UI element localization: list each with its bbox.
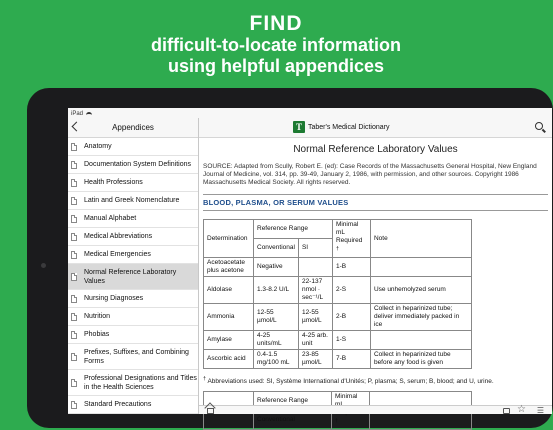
- cell-conventional: 0.4-1.5 mg/100 mL: [254, 350, 299, 369]
- list-icon[interactable]: ☰: [536, 406, 544, 415]
- page-title: Normal Reference Laboratory Values: [293, 144, 458, 155]
- sidebar-item-label: Anatomy: [84, 143, 112, 150]
- lab-values-table: [203, 219, 472, 369]
- promo-subtitle: [0, 35, 552, 77]
- document-icon: [71, 233, 77, 241]
- sidebar-item-latin-greek[interactable]: [68, 192, 198, 210]
- document-icon: [71, 273, 77, 281]
- cell-conventional: 4-25 units/mL: [254, 331, 299, 350]
- sidebar-item-label: Nutrition: [84, 313, 111, 320]
- sidebar-item-prefixes[interactable]: [68, 344, 198, 370]
- header-determination: Determination: [204, 220, 254, 258]
- cell-note: Collect in heparinized tube before any food is given: [370, 350, 471, 369]
- cell-determination: Aldolase: [204, 277, 254, 304]
- sidebar-item-anatomy[interactable]: [68, 138, 198, 156]
- cell-si: 12-55 µmol/L: [298, 304, 332, 331]
- cell-si: 23-85 µmol/L: [298, 350, 332, 369]
- cell-note: [370, 258, 471, 277]
- sidebar-item-lab-values[interactable]: [68, 264, 198, 290]
- appendices-sidebar: [68, 118, 199, 414]
- tablet-screen: [68, 108, 552, 425]
- source-text: SOURCE: Adapted from Scully, Robert E. (ed): Case Records of the Massachusetts General Hospital, New England Journal of Medicine, vol. 314, pp. 39-49, January 2, 1986, with permission, and other sources. Copyright 1986 Massachusetts Medical Society. All rights reserved.: [203, 163, 537, 186]
- cell-minimal: 2-S: [332, 277, 370, 304]
- sidebar-item-designations[interactable]: [68, 370, 198, 396]
- sidebar-item-phobias[interactable]: [68, 326, 198, 344]
- footnote: † Abbreviations used: SI, Système International d'Unités; P, plasma; S, serum; B, blood; and U, urine.: [203, 376, 494, 386]
- sidebar-item-nutrition[interactable]: [68, 308, 198, 326]
- sidebar-item-label: Prefixes, Suffixes, and Combining Forms: [84, 348, 189, 365]
- header-reference-range: Reference Range: [254, 392, 332, 411]
- sidebar-item-label: Manual Alphabet: [84, 215, 137, 222]
- sidebar-item-label: Professional Designations and Titles in the Health Sciences: [84, 374, 197, 391]
- sidebar-item-label: Documentation System Definitions: [84, 161, 191, 168]
- header-minimal: Minimal mL Required †: [332, 220, 370, 258]
- header-conventional: Conventional: [254, 239, 299, 258]
- sidebar-item-label: Medical Emergencies: [84, 251, 151, 258]
- sidebar-item-health-professions[interactable]: [68, 174, 198, 192]
- sidebar-title: Appendices: [112, 123, 154, 132]
- header-conventional: Conventional: [254, 411, 332, 430]
- document-icon: [71, 179, 77, 187]
- camera-dot: [41, 263, 46, 268]
- table-row: [204, 331, 472, 350]
- sidebar-header: [68, 118, 198, 138]
- promo-title: FIND: [249, 12, 303, 35]
- cell-conventional: 1.3-8.2 U/L: [254, 277, 299, 304]
- sidebar-item-standard-precautions[interactable]: [68, 396, 198, 414]
- sidebar-item-documentation[interactable]: [68, 156, 198, 174]
- tag-icon[interactable]: [503, 408, 510, 414]
- status-bar: [68, 108, 552, 118]
- cell-note: [370, 331, 471, 350]
- document-icon: [71, 197, 77, 205]
- document-icon: [71, 401, 77, 409]
- cell-conventional: Negative: [254, 258, 299, 277]
- tabers-logo-icon: T: [293, 121, 305, 133]
- sidebar-item-medical-abbreviations[interactable]: [68, 228, 198, 246]
- cell-minimal: 7-B: [332, 350, 370, 369]
- cell-determination: Acetoacetate plus acetone: [204, 258, 254, 277]
- search-icon[interactable]: [535, 122, 543, 130]
- cell-minimal: 2-B: [332, 304, 370, 331]
- app-title: [293, 121, 389, 133]
- sidebar-item-label: Latin and Greek Nomenclature: [84, 197, 180, 204]
- content-pane: [199, 118, 552, 425]
- cell-note: Use unhemolyzed serum: [370, 277, 471, 304]
- device-label: iPad: [71, 111, 84, 117]
- header-note: Note: [370, 220, 471, 258]
- cell-si: [298, 258, 332, 277]
- table-row: [204, 304, 472, 331]
- cell-determination: Ascorbic acid: [204, 350, 254, 369]
- sidebar-item-label: Nursing Diagnoses: [84, 295, 144, 302]
- document-icon: [71, 331, 77, 339]
- app-title-text: Taber's Medical Dictionary: [308, 123, 390, 131]
- appendices-list: [68, 138, 198, 414]
- bottom-toolbar: [199, 405, 552, 414]
- section-heading: BLOOD, PLASMA, OR SERUM VALUES: [203, 194, 548, 211]
- document-icon: [71, 215, 77, 223]
- sidebar-item-manual-alphabet[interactable]: [68, 210, 198, 228]
- document-icon: [71, 353, 77, 361]
- sidebar-item-label: Standard Precautions: [84, 401, 152, 408]
- document-icon: [71, 161, 77, 169]
- sidebar-item-label: Normal Reference Laboratory Values: [84, 268, 177, 285]
- table-row: [204, 258, 472, 277]
- cell-minimal: 1-S: [332, 331, 370, 350]
- cell-note: Collect in heparinized tube; deliver immediately packed in ice: [370, 304, 471, 331]
- table-row: [204, 350, 472, 369]
- promo-subtitle-line1: difficult-to-locate information: [151, 35, 401, 55]
- sidebar-item-nursing-diagnoses[interactable]: [68, 290, 198, 308]
- cell-minimal: 1-B: [332, 258, 370, 277]
- sidebar-item-label: Health Professions: [84, 179, 143, 186]
- header-minimal: Minimal †: [332, 392, 370, 430]
- header-si: SI: [298, 239, 332, 258]
- cell-determination: Amylase: [204, 331, 254, 350]
- star-icon[interactable]: ☆: [517, 404, 526, 415]
- document-icon: [71, 143, 77, 151]
- cell-si: 4-25 arb. unit: [298, 331, 332, 350]
- document-icon: [71, 379, 77, 387]
- cell-conventional: 12-55 µmol/L: [254, 304, 299, 331]
- sidebar-item-label: Medical Abbreviations: [84, 233, 153, 240]
- document-icon: [71, 295, 77, 303]
- promo-subtitle-line2: using helpful appendices: [167, 56, 385, 76]
- header-reference-range: Reference Range: [254, 220, 333, 239]
- content-header: [199, 118, 552, 138]
- sidebar-item-medical-emergencies[interactable]: [68, 246, 198, 264]
- home-icon[interactable]: [207, 408, 214, 414]
- wifi-icon: [86, 112, 92, 116]
- cell-determination: Ammonia: [204, 304, 254, 331]
- cell-si: 22-137 nmol · sec⁻¹/L: [298, 277, 332, 304]
- document-icon: [71, 251, 77, 259]
- sidebar-item-label: Phobias: [84, 331, 110, 338]
- table-row: [204, 277, 472, 304]
- document-icon: [71, 313, 77, 321]
